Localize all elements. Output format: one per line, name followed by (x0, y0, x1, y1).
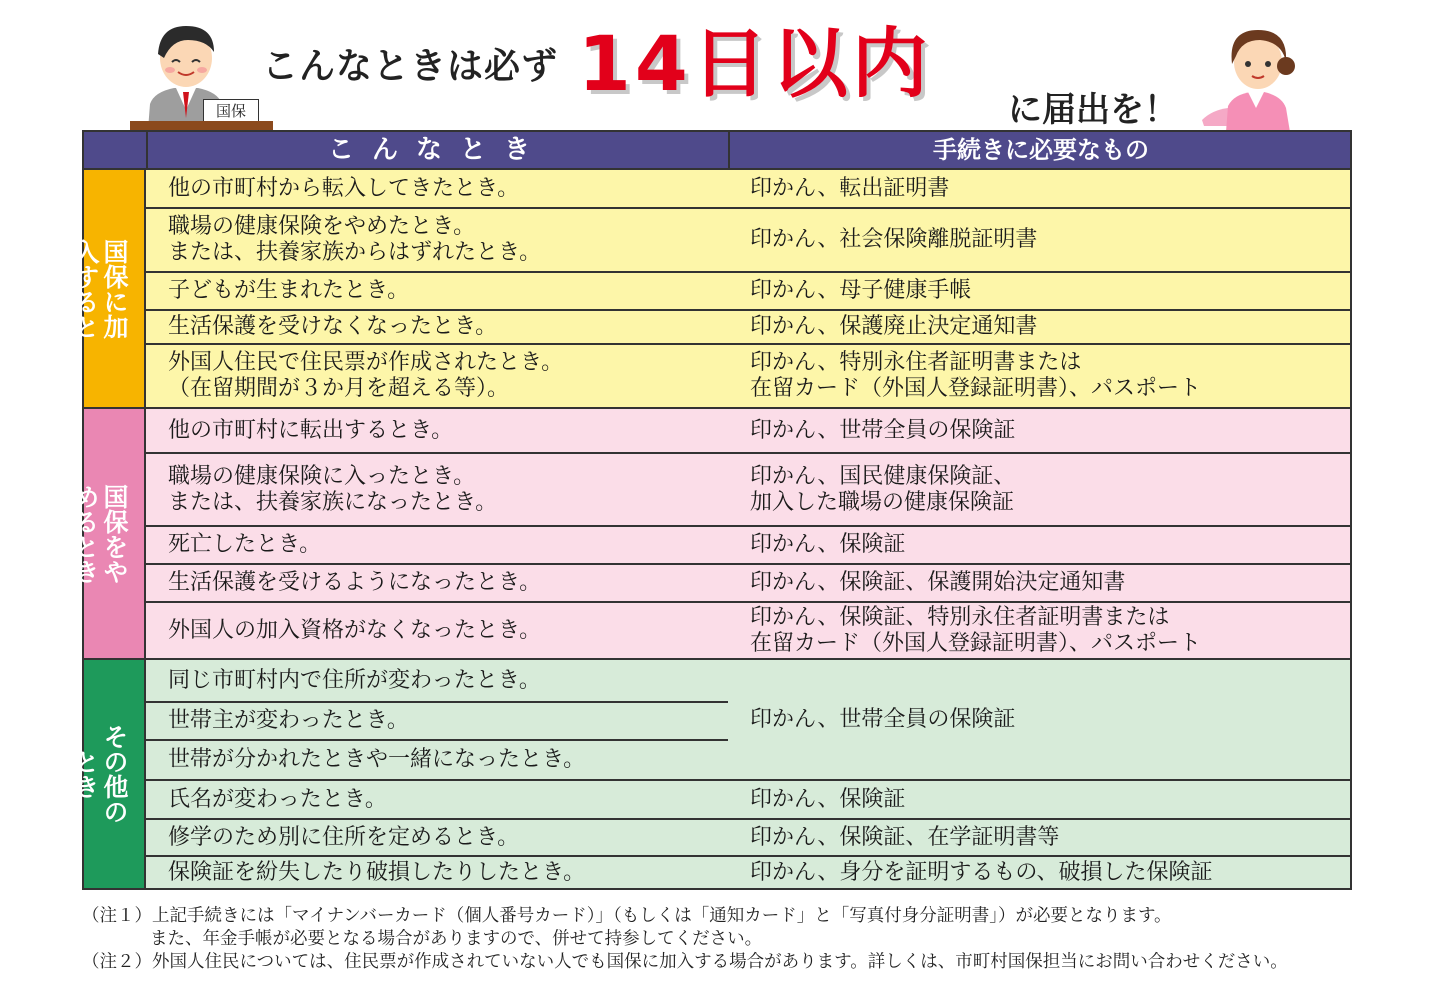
table-row: 印かん、転出証明書 (750, 175, 950, 201)
table-row: 印かん、保険証、特別永住者証明書または 在留カード（外国人登録証明書）、パスポート (750, 604, 1202, 656)
table-row: 印かん、保険証、在学証明書等 (750, 824, 1060, 850)
table-row: 世帯主が変わったとき。 (168, 708, 409, 733)
table-row: 印かん、保険証 (750, 786, 906, 812)
table-row: 他の市町村に転出するとき。 (168, 417, 454, 443)
table-row: 印かん、世帯全員の保険証 (750, 417, 1016, 443)
table-row: 印かん、国民健康保険証、 加入した職場の健康保険証 (750, 463, 1016, 515)
table-row: 印かん、身分を証明するもの、破損した保険証 (750, 859, 1213, 885)
header-emphasis: 14日以内 (578, 19, 932, 108)
table-row: 生活保護を受けなくなったとき。 (168, 314, 498, 339)
section-other (71, 660, 1350, 888)
section-label-box (71, 660, 146, 888)
table-row: 印かん、保険証、保護開始決定通知書 (750, 570, 1126, 595)
col-header-situation: こんなとき (327, 135, 548, 165)
note-1: （注１）上記手続きには「マイナンバーカード（個人番号カード）」（もしくは「通知カード」と「写真付身分証明書」）が必要となります。 (82, 906, 1172, 926)
table-row: 他の市町村から転入してきたとき。 (168, 175, 520, 201)
section-join (42, 170, 1350, 409)
header-tail: に届出を！ (1008, 90, 1178, 130)
merged-requirement: 印かん、世帯全員の保険証 (750, 706, 1016, 732)
note-1-continued: また、年金手帳が必要となる場合がありますので、併せて持参してください。 (150, 929, 763, 949)
table-row: 職場の健康保険をやめたとき。 または、扶養家族からはずれたとき。 (168, 214, 542, 265)
table-row: 氏名が変わったとき。 (168, 786, 387, 812)
woman-illustration (1198, 22, 1308, 132)
col-header-requirements: 手続きに必要なもの (933, 136, 1149, 164)
table-row: 世帯が分かれたときや一緒になったとき。 (168, 747, 586, 772)
table-row: 修学のため別に住所を定めるとき。 (168, 824, 520, 850)
table-row: 子どもが生まれたとき。 (168, 278, 410, 303)
section-label: 国保をやめるとき (71, 483, 129, 584)
section-label: 国保に加入するとき (42, 238, 129, 339)
note-2: （注２）外国人住民については、住民票が作成されていない人でも国保に加入する場合があります。詳しくは、市町村国保担当にお問い合わせください。 (82, 952, 1288, 972)
header-lead: こんなときは必ず (262, 46, 559, 87)
procedure-table (42, 130, 1352, 890)
section-label: その他のとき (71, 724, 129, 824)
kokuho-sign: 国保 (203, 99, 259, 123)
table-header (84, 132, 1350, 170)
section-label-box (71, 409, 146, 658)
table-row: 印かん、保護廃止決定通知書 (750, 314, 1038, 339)
table-row: 印かん、保険証 (750, 532, 906, 557)
table-row: 死亡したとき。 (168, 532, 322, 557)
desk (130, 121, 273, 130)
section-leave (71, 409, 1350, 660)
table-row: 外国人の加入資格がなくなったとき。 (168, 617, 542, 643)
table-row: 保険証を紛失したり破損したりしたとき。 (168, 859, 586, 885)
table-row: 職場の健康保険に入ったとき。 または、扶養家族になったとき。 (168, 463, 498, 515)
table-row: 生活保護を受けるようになったとき。 (168, 570, 542, 595)
table-row: 印かん、特別永住者証明書または 在留カード（外国人登録証明書）、パスポート (750, 350, 1202, 401)
table-row: 同じ市町村内で住所が変わったとき。 (168, 667, 541, 693)
table-row: 印かん、社会保険離脱証明書 (750, 227, 1038, 252)
section-label-box (42, 170, 146, 407)
table-row: 外国人住民で住民票が作成されたとき。 （在留期間が３か月を超える等）。 (168, 350, 564, 401)
table-row: 印かん、母子健康手帳 (750, 278, 972, 303)
